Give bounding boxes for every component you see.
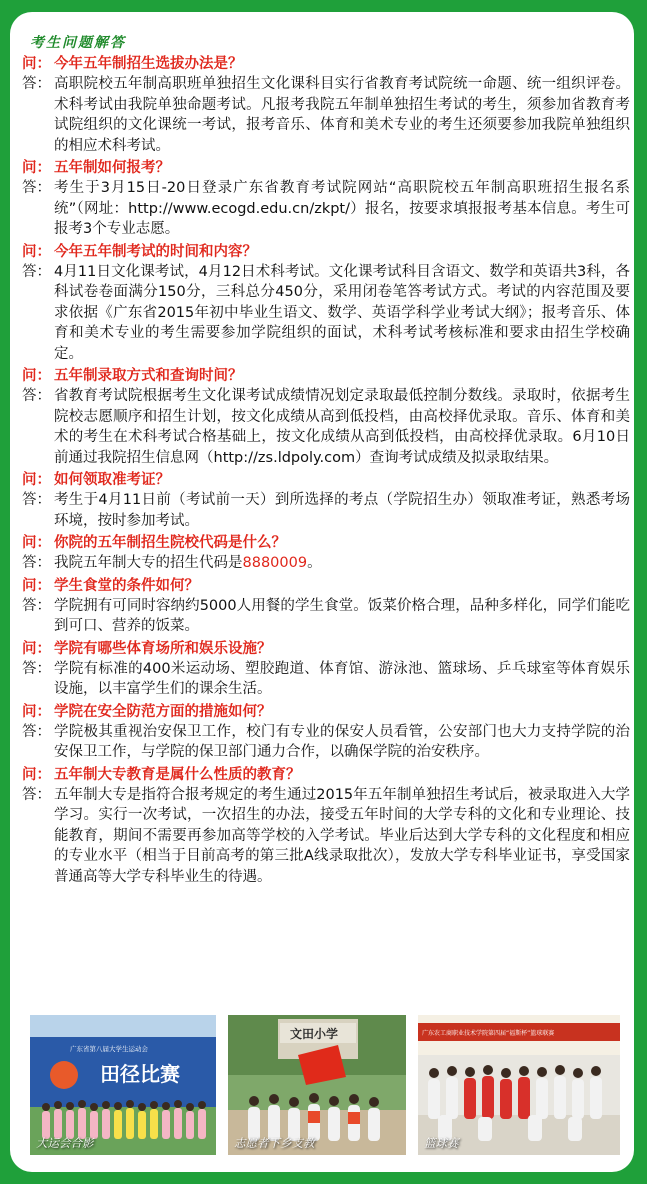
answer-text: 考生于4月11日前（考试前一天）到所选择的考点（学院招生办）领取准考证，熟悉考场环境，按时参加考试。 [54, 492, 630, 529]
section-title: 考生问题解答 [30, 35, 126, 51]
answer-7 [22, 596, 630, 637]
answer-2 [22, 178, 630, 240]
question-tag: 问： [22, 640, 51, 657]
answer-tag: 答： [22, 76, 51, 92]
answer-text: 学院极其重视治安保卫工作，校门有专业的保安人员看管，公安部门也大力支持学院的治安保卫工作，与学院的保卫部门通力合作，以确保学院的治安秩序。 [54, 723, 630, 760]
volunteers-image [228, 1015, 406, 1155]
photo-volunteers [228, 1015, 406, 1155]
answer-tag: 答： [22, 263, 51, 280]
answer-4 [22, 386, 630, 468]
question-8 [22, 639, 630, 659]
question-5 [22, 470, 630, 490]
qa-list [22, 52, 630, 889]
school-code: 8880009 [242, 555, 308, 571]
answer-tag: 答： [22, 597, 51, 614]
answer-5 [22, 490, 630, 531]
photo-basketball [418, 1015, 620, 1155]
answer-8 [22, 659, 630, 700]
answer-6 [22, 553, 630, 574]
photo-strip [30, 1015, 620, 1155]
answer-tag: 答： [22, 786, 51, 803]
photo-sports-meet [30, 1015, 216, 1155]
question-1 [22, 54, 630, 74]
question-text: 你院的五年制招生院校代码是什么？ [54, 535, 286, 551]
question-6 [22, 533, 630, 553]
question-tag: 问： [22, 703, 51, 720]
sports-meet-image [30, 1015, 216, 1155]
answer-text: 高职院校五年制高职班单独招生文化课科目实行省教育考试院统一命题、统一组织评卷。术科考试由我院单独命题考试。凡报考我院五年制单独招生考试的考生，须参加省教育考试院组织的文化课统一考试，报考音乐、体育和美术专业的考生还须要参加我院单独组织的相应术科考试。 [54, 76, 630, 154]
question-tag: 问： [22, 160, 51, 176]
question-2 [22, 158, 630, 178]
question-tag: 问： [22, 56, 51, 72]
photo-caption: 大运会合影 [36, 1136, 94, 1150]
answer-tag: 答： [22, 180, 51, 196]
answer-text: 4月11日文化课考试，4月12日术科考试。文化课考试科目含语文、数学和英语共3科，各科试卷卷面满分150分，三科总分450分，采用闭卷笔答考试方式。考试的内容范围及要求依据《广东省2015年初中毕业生语文、数学、英语学科学业考试大纲》；报考音乐、体育和美术专业的考生需要参加学院组织的面试，术科考试考核标准和要求由招生学校确定。 [54, 263, 630, 362]
answer-3 [22, 262, 630, 365]
banner-big-text: 田径比赛 [100, 1062, 180, 1086]
photo-caption: 志愿者下乡支教 [234, 1136, 315, 1150]
answer-suffix: 。 [307, 555, 322, 571]
mascot-icon [50, 1061, 78, 1089]
answer-text: 五年制大专是指符合报考规定的考生通过2015年五年制单独招生考试后，被录取进入大学学习。实行一次考试，一次招生的办法，接受五年时间的大学专科的文化和专业理论、技能教育，期间不需要再参加高等学校的入学考试。毕业后达到大学专科的文化程度和相应的专业水平（相当于目前高考的第三批A线录取批次），发放大学专科毕业证书，享受国家普通高等大学专科毕业生的待遇。 [54, 786, 630, 885]
answer-10 [22, 785, 630, 888]
question-text: 学院在安全防范方面的措施如何？ [54, 703, 272, 720]
answer-1 [22, 74, 630, 156]
question-tag: 问： [22, 368, 51, 384]
banner-small-text: 广东省第八届大学生运动会 [70, 1045, 148, 1053]
answer-tag: 答： [22, 388, 51, 404]
content-card [10, 12, 634, 1172]
basketball-image [418, 1015, 620, 1155]
question-3 [22, 242, 630, 262]
question-9 [22, 702, 630, 722]
school-sign-text: 文田小学 [290, 1027, 339, 1041]
question-10 [22, 765, 630, 785]
question-text: 今年五年制考试的时间和内容？ [54, 243, 257, 260]
basketball-banner-text: 广东农工商职业技术学院第四届“福斯杯”篮球联赛 [422, 1030, 555, 1037]
question-text: 五年制录取方式和查询时间？ [54, 368, 243, 384]
question-tag: 问： [22, 577, 51, 594]
answer-text: 学院有标准的400米运动场、塑胶跑道、体育馆、游泳池、篮球场、乒乓球室等体育娱乐设施，以丰富学生们的课余生活。 [54, 660, 630, 697]
question-text: 五年制大专教育是属什么性质的教育？ [54, 766, 301, 783]
answer-tag: 答： [22, 660, 51, 677]
answer-prefix: 我院五年制大专的招生代码是 [54, 555, 243, 571]
answer-tag: 答： [22, 555, 51, 571]
answer-tag: 答： [22, 492, 51, 508]
question-tag: 问： [22, 535, 51, 551]
question-tag: 问： [22, 243, 51, 260]
question-7 [22, 576, 630, 596]
question-text: 今年五年制招生选拔办法是？ [54, 56, 243, 72]
answer-text [54, 553, 630, 574]
question-text: 五年制如何报考？ [54, 160, 170, 176]
answer-text: 学院拥有可同时容纳约5000人用餐的学生食堂。饭菜价格合理，品种多样化，同学们能吃到可口、营养的饭菜。 [54, 597, 630, 634]
question-text: 学生食堂的条件如何？ [54, 577, 199, 594]
photo-caption: 篮球赛 [424, 1136, 459, 1150]
answer-text: 考生于3月15日-20日登录广东省教育考试院网站“高职院校五年制高职班招生报名系统”（网址：http://www.ecogd.edu.cn/zkpt/）报名，按要求填报报考基本信息。考生可报考3个专业志愿。 [54, 180, 630, 237]
question-tag: 问： [22, 472, 51, 488]
question-text: 学院有哪些体育场所和娱乐设施？ [54, 640, 272, 657]
question-tag: 问： [22, 766, 51, 783]
question-text: 如何领取准考证？ [54, 472, 170, 488]
answer-9 [22, 722, 630, 763]
answer-tag: 答： [22, 723, 51, 740]
answer-text: 省教育考试院根据考生文化课考试成绩情况划定录取最低控制分数线。录取时，依据考生院校志愿顺序和招生计划，按文化成绩从高到低投档，由高校择优录取。音乐、体育和美术的考生在术科考试合格基础上，按文化成绩从高到低投档，由高校择优录取。6月10日前通过我院招生信息网（http://zs.ldpoly.com）查询考试成绩及拟录取结果。 [54, 388, 630, 466]
question-4 [22, 366, 630, 386]
